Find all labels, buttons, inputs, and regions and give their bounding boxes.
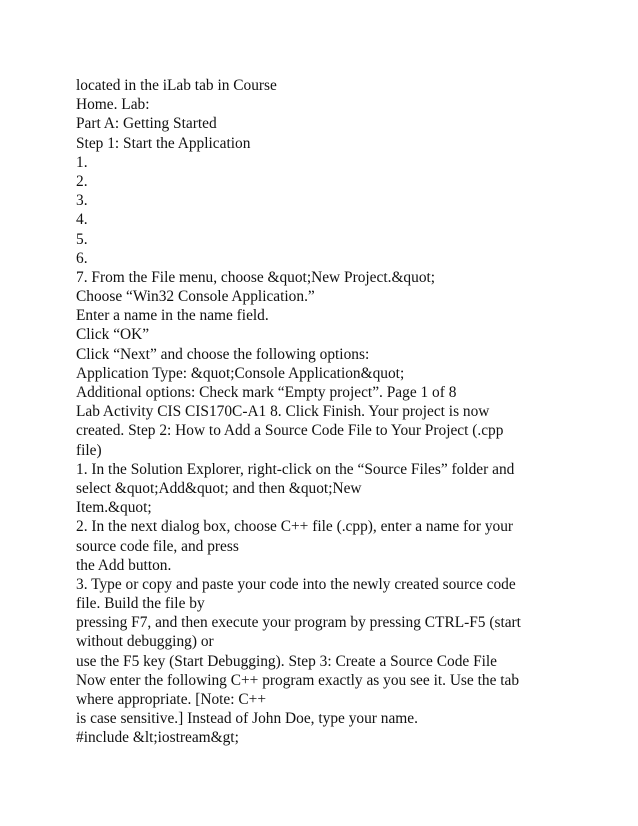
text-line: created. Step 2: How to Add a Source Code File to Your Project (.cpp [76,422,504,440]
text-line: 3. Type or copy and paste your code into the newly created source code [76,575,516,593]
text-line: the Add button. [76,556,172,574]
text-line: Application Type: &quot;Console Application&quot; [76,364,405,382]
text-line: use the F5 key (Start Debugging). Step 3: Create a Source Code File [76,652,498,670]
text-line: 1. In the Solution Explorer, right-click on the “Source Files” folder and [76,460,515,478]
text-line: Click “OK” [76,326,150,344]
text-line: Lab Activity CIS CIS170C-A1 8. Click Finish. Your project is now [76,403,490,421]
text-line: 2. In the next dialog box, choose C++ file (.cpp), enter a name for your [76,518,514,536]
text-line: Item.&quot; [76,499,152,517]
text-line: 3. [76,192,88,210]
text-line: #include &lt;iostream&gt; [76,729,239,747]
text-line: Click “Next” and choose the following options: [76,345,370,363]
text-line: is case sensitive.] Instead of John Doe, type your name. [76,710,418,728]
text-line: located in the iLab tab in Course [76,77,277,94]
text-line: Choose “Win32 Console Application.” [76,288,315,306]
text-line: 6. [76,249,88,267]
document-text [76,76,632,748]
text-line: 1. [76,153,88,171]
text-line: file. Build the file by [76,595,205,613]
text-line: Now enter the following C++ program exactly as you see it. Use the tab [76,671,520,689]
text-line: 4. [76,211,88,229]
text-line: select &quot;Add&quot; and then &quot;New [76,479,362,497]
text-line: 5. [76,230,88,248]
text-line: Part A: Getting Started [76,115,217,133]
text-line: Home. Lab: [76,96,150,114]
text-line: 7. From the File menu, choose &quot;New Project.&quot; [76,268,436,286]
text-line: Step 1: Start the Application [76,134,251,152]
text-line: Enter a name in the name field. [76,307,269,325]
text-line: Additional options: Check mark “Empty project”. Page 1 of 8 [76,384,457,401]
text-line: 2. [76,172,88,190]
text-line: where appropriate. [Note: C++ [76,691,267,708]
text-line: file) [76,441,102,459]
text-line: source code file, and press [76,537,239,555]
text-line: without debugging) or [76,633,214,651]
text-line: pressing F7, and then execute your program by pressing CTRL-F5 (start [76,614,521,632]
